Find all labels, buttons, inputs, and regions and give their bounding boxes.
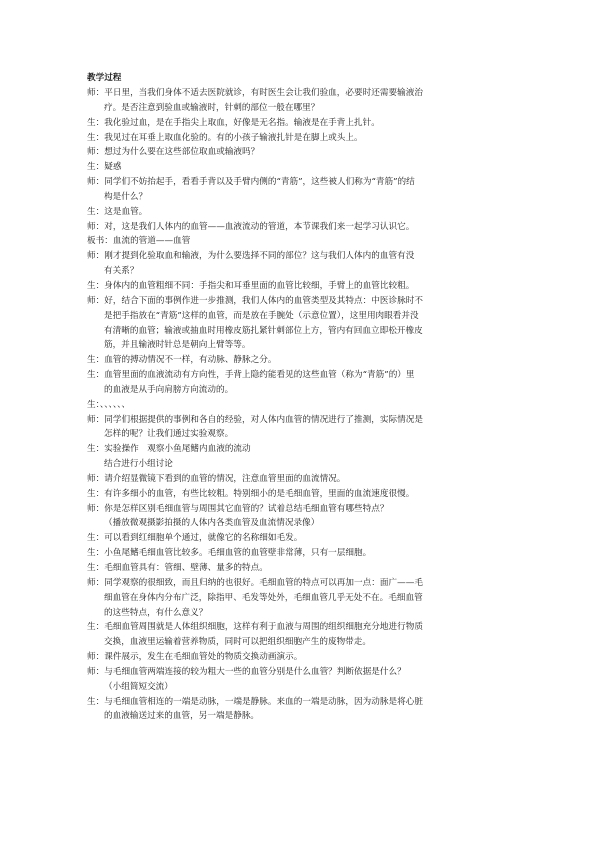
text-line: 生：这是血管。	[87, 206, 148, 217]
text-line: 生：身体内的血管粗细不同：手指尖和耳垂里面的血管比较细，手臂上的血管比较粗。	[87, 280, 415, 291]
text-line: 师：平日里，当我们身体不适去医院就诊，有时医生会让我们验血，必要时还需要输液治	[87, 88, 423, 98]
text-line: 生：血管里面的血液流动有方向性，手背上隐约能看见的这些血管（称为“青筋”的）里	[87, 370, 415, 381]
text-line-continuation: （小组简短交流）	[104, 681, 173, 692]
text-line-continuation: 筋，并且输液时针总是朝向上臂等等。	[104, 340, 251, 351]
text-line-continuation: 构是什么？	[104, 191, 148, 202]
text-line-continuation: 的血液是从手向肩膀方向流动的。	[104, 384, 234, 395]
text-line: 师：课件展示，发生在毛细血管处的物质交换动画演示。	[87, 652, 303, 663]
text-line: 师：对，这是我们人体内的血管——血液流动的管道，本节课我们来一起学习认识它。	[87, 221, 415, 232]
text-line-continuation: 的血液输送过来的血管，另一端是静脉。	[104, 711, 260, 722]
text-line: 生：实验操作 观察小鱼尾鳍内血液的流动	[87, 444, 251, 455]
text-line-continuation: 的这些特点，有什么意义？	[104, 607, 208, 618]
text-line-continuation: 是把手指放在“青筋”这样的血管，而是放在手腕处（示意位置），这里用肉眼看并没	[104, 310, 419, 321]
text-line: 生：、、、、、、	[87, 399, 131, 410]
text-line: 师：请介绍显微镜下看到的血管的情况，注意血管里面的血流情况。	[87, 473, 346, 484]
text-line: 生：小鱼尾鳍毛细血管比较多。毛细血管的血管壁非常薄，只有一层细胞。	[87, 548, 372, 559]
section-title: 教学过程	[87, 73, 122, 83]
text-line: 师：好，结合下面的事例作进一步推测，我们人体内的血管类型及其特点：中医诊脉时不	[87, 295, 423, 306]
text-line: 师：想过为什么要在这些部位取血或输液吗？	[87, 147, 260, 158]
text-line-continuation: 有清晰的血管；输液或抽血时用橡皮筋扎紧针刺部位上方，管内有回血立即松开橡皮	[104, 325, 423, 336]
text-line-continuation: 交换，血液里运输着营养物质，同时可以把组织细胞产生的废物带走。	[104, 637, 372, 648]
text-line: 师：同学们根据提供的事例和各自的经验，对人体内血管的情况进行了推测，实际情况是	[87, 414, 423, 425]
text-line: 板书：血流的管道——血管	[87, 236, 191, 247]
text-line: 师：你是怎样区别毛细血管与周围其它血管的？试着总结毛细血管有哪些特点？	[87, 503, 389, 514]
text-line: 生：毛细血管具有：管细、壁薄、量多的特点。	[87, 563, 268, 573]
text-line: 生：血管的搏动情况不一样，有动脉、静脉之分。	[87, 355, 277, 366]
text-line: 生：毛细血管周围就是人体组织细胞，这样有利于血液与周围的组织细胞充分地进行物质	[87, 622, 423, 633]
text-line-continuation: 疗。是否注意到验血或输液时，针刺的部位一般在哪里？	[104, 102, 320, 113]
document-page	[87, 71, 513, 724]
text-line-continuation: 结合进行小组讨论	[104, 459, 173, 470]
text-line-continuation: 细血管在身体内分布广泛，除指甲、毛发等处外，毛细血管几乎无处不在。毛细血管	[104, 592, 423, 603]
text-line-continuation: 有关系？	[104, 266, 139, 277]
text-line: 生：疑惑	[87, 162, 122, 173]
text-line: 生：我化验过血，是在手指尖上取血，好像是无名指。输液是在手背上扎针。	[87, 117, 380, 128]
text-line-continuation: （播放微观摄影拍摄的人体内各类血管及血流情况录像）	[104, 518, 320, 529]
text-line: 生：与毛细血管相连的一端是动脉，一端是静脉。来血的一端是动脉，因为动脉是将心脏	[87, 696, 423, 707]
text-line: 生：可以看到红细胞单个通过，就像它的名称细如毛发。	[87, 533, 303, 544]
document-body	[87, 86, 513, 724]
text-line: 师：同学们不妨抬起手，看看手背以及手臂内侧的“青筋”，这些被人们称为“青筋”的结	[87, 177, 415, 188]
text-line: 师：与毛细血管两端连接的较为粗大一些的血管分别是什么血管？判断依据是什么？	[87, 666, 406, 677]
text-line: 师：同学观察的很细致，而且归纳的也很好。毛细血管的特点可以再加一点：面广——毛	[87, 577, 423, 588]
text-line: 生：我见过在耳垂上取血化验的。有的小孩子输液扎针是在脚上或头上。	[87, 132, 363, 143]
text-line-continuation: 怎样的呢？让我们通过实验观察。	[104, 429, 234, 440]
text-line: 生：有许多细小的血管，有些比较粗。特别细小的是毛细血管，里面的血流速度很慢。	[87, 488, 415, 499]
text-line: 师：刚才提到化验取血和输液，为什么要选择不同的部位？这与我们人体内的血管有没	[87, 251, 415, 262]
